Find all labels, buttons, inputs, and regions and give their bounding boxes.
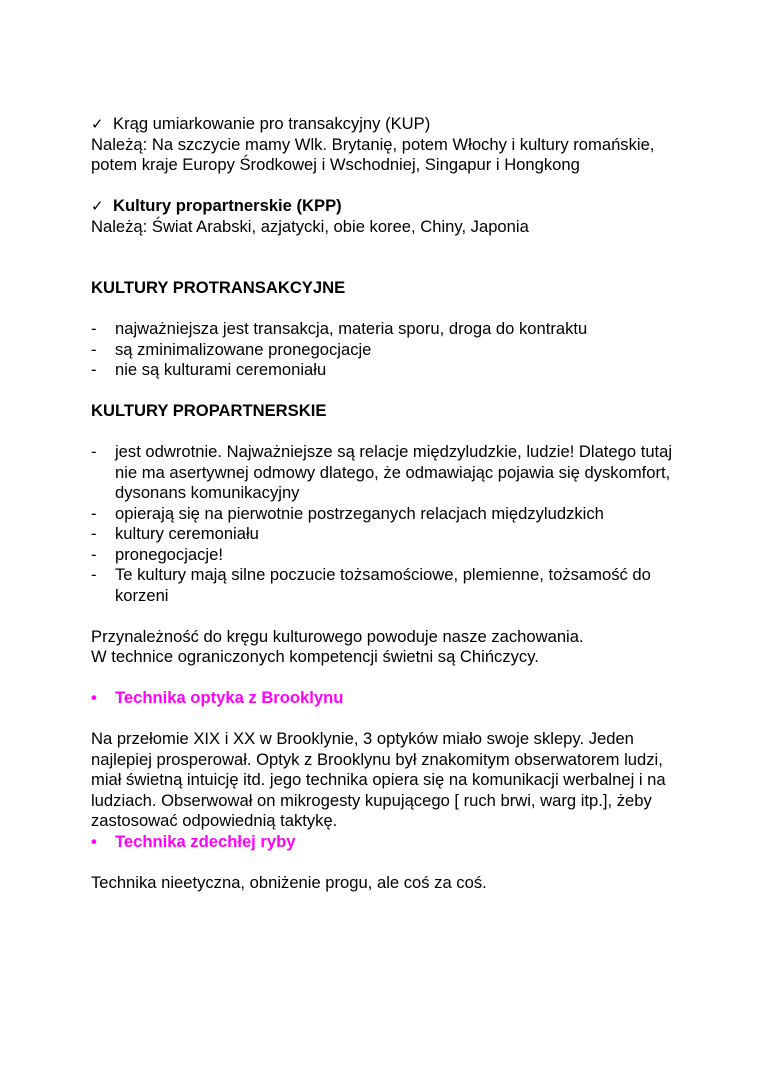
- list-item: - opierają się na pierwotnie postrzeganych relacjach międzyludzkich: [91, 503, 604, 523]
- dead-fish-technique-heading: [91, 832, 691, 853]
- protransactional-list: [91, 319, 691, 381]
- membership-paragraph-line1: Przynależność do kręgu kulturowego powoduje nasze zachowania.: [91, 626, 584, 646]
- kpp-description: Należą: Świat Arabski, azjatycki, obie koree, Chiny, Japonia: [91, 216, 529, 236]
- dash-marker: -: [91, 319, 97, 338]
- checkmark-icon: ✓: [91, 197, 104, 215]
- list-item: - najważniejsza jest transakcja, materia sporu, droga do kontraktu: [91, 319, 588, 338]
- brooklyn-technique-title: Technika optyka z Brooklynu: [115, 688, 344, 707]
- document-content: [91, 114, 691, 893]
- dash-marker: -: [91, 503, 97, 523]
- list-item: - pronegocjacje!: [91, 544, 223, 564]
- kpp-block: [91, 196, 691, 237]
- dead-fish-technique-title: Technika zdechłej ryby: [115, 831, 296, 851]
- list-item: - nie są kulturami ceremoniału: [91, 360, 327, 379]
- dash-marker: -: [91, 524, 97, 543]
- propartner-list: [91, 442, 691, 606]
- kpp-heading-line: [91, 196, 691, 217]
- propartner-heading: KULTURY PROPARTNERSKIE: [91, 401, 327, 420]
- kup-heading-line: [91, 114, 691, 135]
- kpp-heading: Kultury propartnerskie (KPP): [113, 196, 342, 215]
- dash-marker: -: [91, 442, 97, 461]
- protransactional-heading: KULTURY PROTRANSAKCYJNE: [91, 278, 346, 297]
- list-item: - Te kultury mają silne poczucie tożsamościowe, plemienne, tożsamość do korzeni: [91, 565, 651, 605]
- dash-marker: -: [91, 360, 97, 379]
- bullet-icon: •: [91, 688, 97, 707]
- brooklyn-technique-description: Na przełomie XIX i XX w Brooklynie, 3 optyków miało swoje sklepy. Jeden najlepiej prosperował. Optyk z Brooklynu był znakomitym obserwatorem ludzi, miał świetną intuicję itd. jego technika opiera się na komunikacji werbalnej i na ludziach. Obserwował on mikrogesty kupującego [ ruch brwi, warg itp.], żeby zastosować odpowiednią taktykę.: [91, 729, 666, 830]
- bullet-icon: •: [91, 831, 97, 851]
- kup-description: Należą: Na szczycie mamy Wlk. Brytanię, potem Włochy i kultury romańskie, potem kraje Europy Środkowej i Wschodniej, Singapur i Hongkong: [91, 134, 655, 174]
- kup-block: [91, 114, 691, 176]
- dash-marker: -: [91, 339, 97, 359]
- dash-marker: -: [91, 565, 97, 584]
- kup-heading: Krąg umiarkowanie pro transakcyjny (KUP): [113, 114, 431, 133]
- list-item: - jest odwrotnie. Najważniejsze są relacje międzyludzkie, ludzie! Dlatego tutaj nie ma asertywnej odmowy dlatego, że odmawiając pojawia się dyskomfort, dysonans komunikacyjny: [91, 442, 673, 502]
- list-item: - kultury ceremoniału: [91, 524, 259, 543]
- brooklyn-technique-heading: [91, 688, 691, 709]
- list-item: - są zminimalizowane pronegocjacje: [91, 339, 372, 359]
- dead-fish-technique-description: Technika nieetyczna, obniżenie progu, ale coś za coś.: [91, 872, 487, 892]
- membership-paragraph-line2: W technice ograniczonych kompetencji świetni są Chińczycy.: [91, 647, 539, 666]
- checkmark-icon: ✓: [91, 115, 104, 133]
- dash-marker: -: [91, 544, 97, 564]
